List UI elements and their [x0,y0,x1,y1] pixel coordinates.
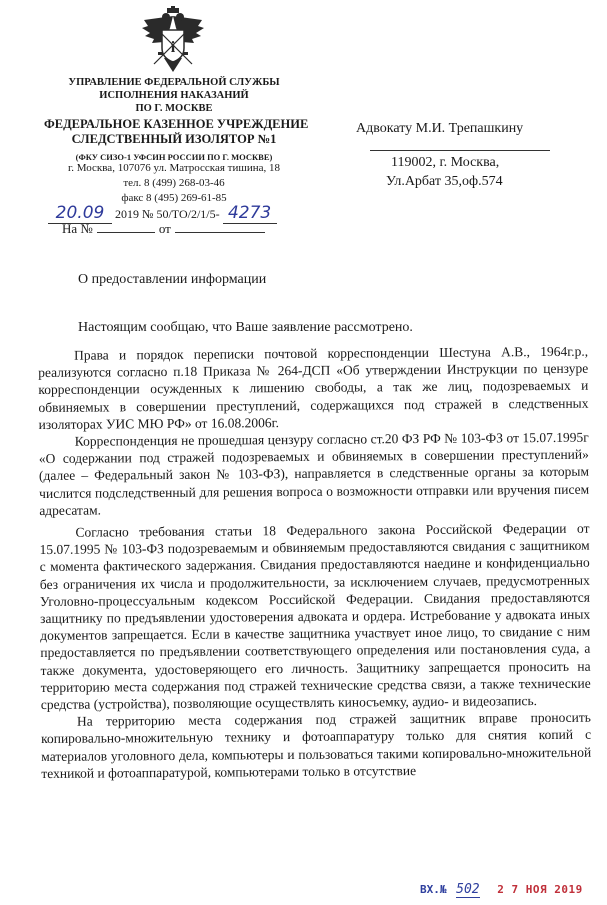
agency-name [44,76,304,115]
body-paragraph: Корреспонденция не прошедшая цензуру согласно ст.20 ФЗ РФ № 103-ФЗ от 15.07.1995г «О содержании под стражей подозреваемых и обвиняемых в совершении преступлений» (далее – Федеральный закон № 103-ФЗ), направляется в следственные органы за которым числится подследственный для решения вопроса о возможности отправки или вручения писем адресатам. [38,429,590,518]
na-label: На № [62,221,93,236]
reference-number-blank [97,232,155,233]
body-paragraph: Согласно требования статьи 18 Федерального закона Российской Федерации от 15.07.1995 № 103-ФЗ подозреваемым и обвиняемым предоставляются свидания с защитником с момента фактического задержания. Свидания предоставляются наедине и конфиденциально без ограничения их числа и продолжительности, за исключением случаев, предусмотренных Уголовно-процессуальным кодексом Российской Федерации. Свидания предоставляются защитнику по предъявлении удостоверения адвоката и ордера. Истребование у адвоката иных документов запрещается. Если в качестве защитника участвует иное лицо, то свидание с ним предоставляется по предъявлении соответствующего определения или постановления суда, а также документа, удостоверяющего его личность. Защитнику запрещается проносить на территорию места содержания под стражей технические средства связи, а также технические средства (устройства), позволяющие осуществлять киносъемку, аудио- и видеозапись. [39,520,591,713]
addressee-block [356,119,550,191]
body-paragraph: На территорию места содержания под стражей защитник вправе проносить копировально-множительную технику и фотоаппаратуру только для снятия копий с материалов уголовного дела, компьютеры и пользоваться такими копировально-множительной техникой и фотоаппаратурой, компьютерами только в отсутствие [41,709,592,781]
body-paragraph: Права и порядок переписки почтовой корреспонденции Шестуна А.В., 1964г.р., реализуются согласно п.18 Приказа № 264-ДСП «Об утверждении Инструкции по цензуре корреспонденции осужденных к лишению свободы, а так же лиц, подозреваемых и обвиняемых в совершении преступлений, содержащихся под стражей в следственных изоляторах УИС МЮ РФ» от 16.08.2006г. [38,343,589,432]
institution-name [44,117,309,147]
incoming-number: 502 [456,882,480,897]
addressee-name: Адвокату М.И. Трепашкину [356,121,524,136]
agency-line: ИСПОЛНЕНИЯ НАКАЗАНИЙ [99,90,249,101]
reference-date-blank [175,232,265,233]
incoming-date: 2 7 НОЯ 2019 [497,883,583,896]
incoming-label: ВХ.№ [420,883,447,896]
agency-line: УПРАВЛЕНИЕ ФЕДЕРАЛЬНОЙ СЛУЖБЫ [68,77,280,88]
ot-label: от [158,221,171,236]
institution-contacts [44,161,304,206]
institution-phone: тел. 8 (499) 268-03-46 [123,177,225,189]
institution-fax: факс 8 (495) 269-61-85 [121,192,227,204]
addressee-city: 119002, г. Москва, [391,155,500,170]
institution-line: ФЕДЕРАЛЬНОЕ КАЗЕННОЕ УЧРЕЖДЕНИЕ [44,117,309,131]
letter-intro: Настоящим сообщаю, что Ваше заявление рассмотрено. [78,320,413,335]
handwritten-number: 4273 [223,203,277,224]
letter-body [38,343,591,782]
incoming-stamp [420,878,583,898]
institution-short-name: (ФКУ СИЗО-1 УФСИН РОССИИ ПО Г. МОСКВЕ) [75,152,273,162]
addressee-street: Ул.Арбат 35,оф.574 [386,174,503,189]
svg-text:i: i [170,39,176,56]
registration-number: 2019 № 50/ТО/2/1/5- [115,207,220,221]
handwritten-date: 20.09 [48,203,112,224]
letter-subject: О предоставлении информации [78,272,267,287]
agency-line: ПО Г. МОСКВЕ [135,103,213,114]
reference-line [62,221,265,237]
addressee-divider [370,150,550,151]
fsin-emblem-icon [140,6,206,76]
institution-address: г. Москва, 107076 ул. Матросская тишина, 18 [67,162,280,174]
institution-line: СЛЕДСТВЕННЫЙ ИЗОЛЯТОР №1 [71,132,277,146]
